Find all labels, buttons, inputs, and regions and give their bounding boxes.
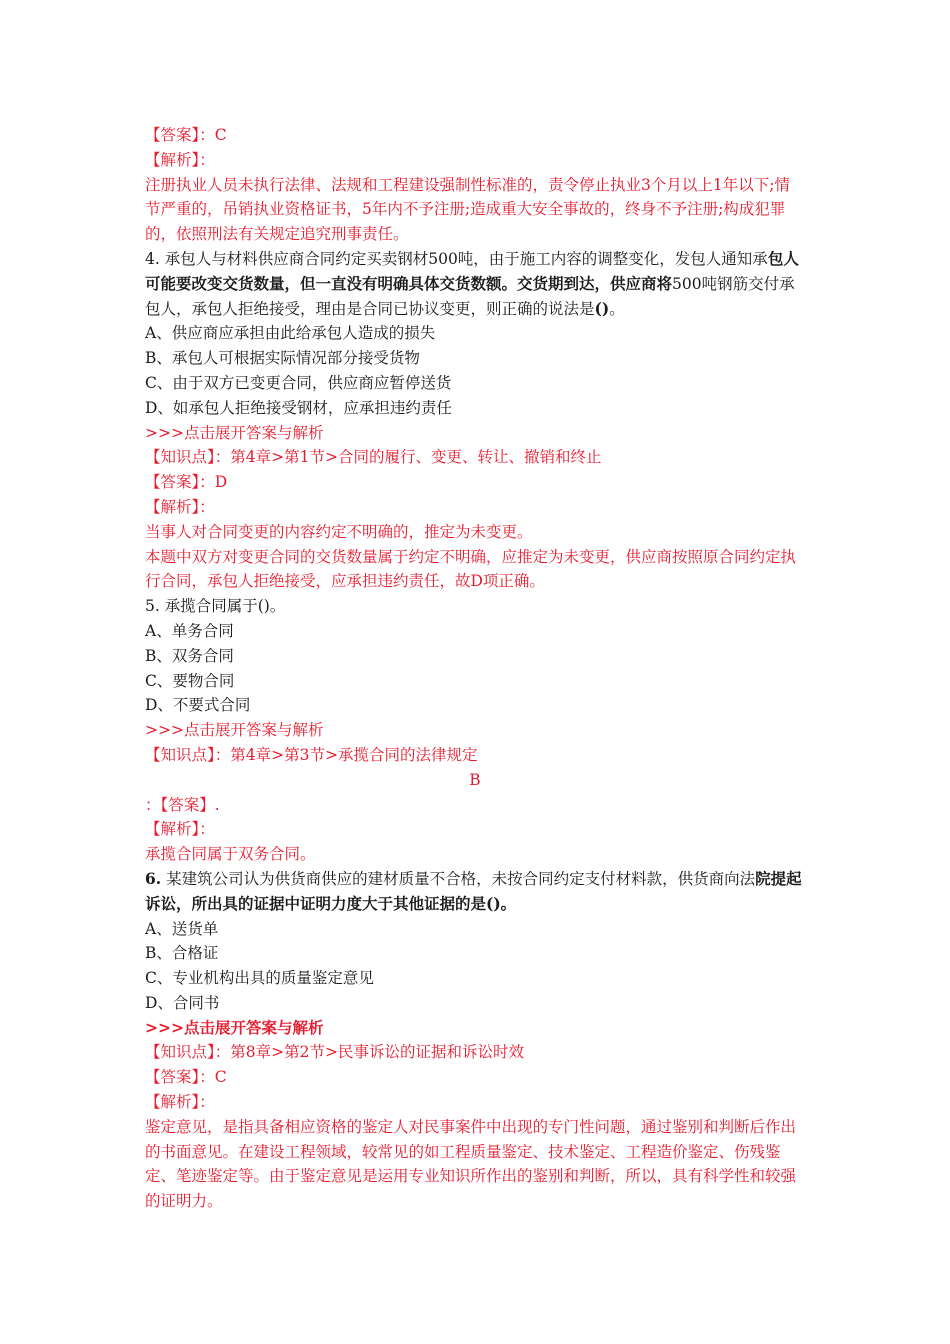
q5-option-a: A、单务合同 [145,621,234,640]
q3-analysis-label: 【解析】： [145,150,215,169]
question-content [145,123,805,1214]
q6-stem-bold: 院提起诉讼，所出具的证据中证明力度大于其他证据的是()。 [145,868,802,913]
q4-expand-link[interactable]: >>>点击展开答案与解析 [145,423,324,442]
q6-option-b: B、合格证 [145,944,219,963]
q6-answer: 【答案】：C [145,1068,227,1087]
q5-analysis-label: 【解析】： [145,820,215,839]
q3-analysis-text: 注册执业人员未执行法律、法规和工程建设强制性标准的，责令停止执业3个月以上1年以下;情节严重的，吊销执业资格证书，5年内不予注册;造成重大安全事故的，终身不予注册;构成犯罪的，依照刑法有关规定追究刑事责任。 [145,175,790,244]
q5-stem: 5. 承揽合同属于()。 [145,597,286,616]
q4-knowledge: 【知识点】：第4章>第1节>合同的履行、变更、转让、撤销和终止 [145,448,602,467]
q4-stem-part1: 4. 承包人与材料供应商合同约定买卖钢材500吨，由于施工内容的调整变化，发包人通知承 [145,249,768,268]
q4-analysis-1: 当事人对合同变更的内容约定不明确的，推定为未变更。 [145,522,533,541]
q4-stem-end: 。 [609,299,625,318]
q4-analysis-2: 本题中双方对变更合同的交货数量属于约定不明确，应推定为未变更，供应商按照原合同约定执行合同，承包人拒绝接受，应承担违约责任，故D项正确。 [145,547,797,591]
q5-answer-value: B [469,770,481,789]
q6-stem-part1: 某建筑公司认为供货商供应的建材质量不合格，未按合同约定支付材料款，供货商向法 [161,869,756,888]
q5-option-c: C、要物合同 [145,671,235,690]
q6-stem [145,867,805,917]
answer-label: 【答案】： [145,126,215,144]
q6-stem-number: 6. [145,868,162,888]
q6-analysis: 鉴定意见，是指具备相应资格的鉴定人对民事案件中出现的专门性问题，通过鉴别和判断后作出的书面意见。在建设工程领域，较常见的如工程质量鉴定、技术鉴定、工程造价鉴定、伤残鉴定、笔迹鉴定等。由于鉴定意见是运用专业知识所作出的鉴别和判断，所以，具有科学性和较强的证明力。 [145,1117,797,1211]
q6-expand-link[interactable]: >>>点击展开答案与解析 [145,1017,324,1037]
q4-analysis-label: 【解析】： [145,497,215,516]
q5-analysis: 承揽合同属于双务合同。 [145,845,316,864]
q5-option-d: D、不要式合同 [145,696,251,715]
q4-stem-paren: () [594,298,610,318]
q6-option-c: C、专业机构出具的质量鉴定意见 [145,969,374,988]
q4-option-a: A、供应商应承担由此给承包人造成的损失 [145,324,436,343]
q4-answer: 【答案】：D [145,473,228,492]
q5-expand-link[interactable]: >>>点击展开答案与解析 [145,721,324,740]
q4-stem-bold: 包人可能要改变交货数量，但一直没有明确具体交货数额。交货期到达，供应商将 [145,248,799,293]
q4-option-d: D、如承包人拒绝接受钢材，应承担违约责任 [145,398,452,417]
q6-option-a: A、送货单 [145,919,219,938]
q5-option-b: B、双务合同 [145,646,234,665]
q6-analysis-label: 【解析】： [145,1093,215,1112]
q6-knowledge: 【知识点】：第8章>第2节>民事诉讼的证据和诉讼时效 [145,1043,524,1062]
q5-knowledge: 【知识点】：第4章>第3节>承揽合同的法律规定 [145,745,478,764]
q3-answer [145,123,805,148]
q4-option-b: B、承包人可根据实际情况部分接受货物 [145,349,420,368]
q6-option-d: D、合同书 [145,993,220,1012]
q5-answer-label: ：【答案】. [145,795,220,814]
q4-stem-part2: 500吨钢筋交付承包人，承包人拒绝接受，理由是合同已协议变更，则正确的说法是 [145,274,795,318]
q4-option-c: C、由于双方已变更合同，供应商应暂停送货 [145,373,452,392]
q4-stem [145,247,805,321]
answer-value: C [214,126,227,144]
